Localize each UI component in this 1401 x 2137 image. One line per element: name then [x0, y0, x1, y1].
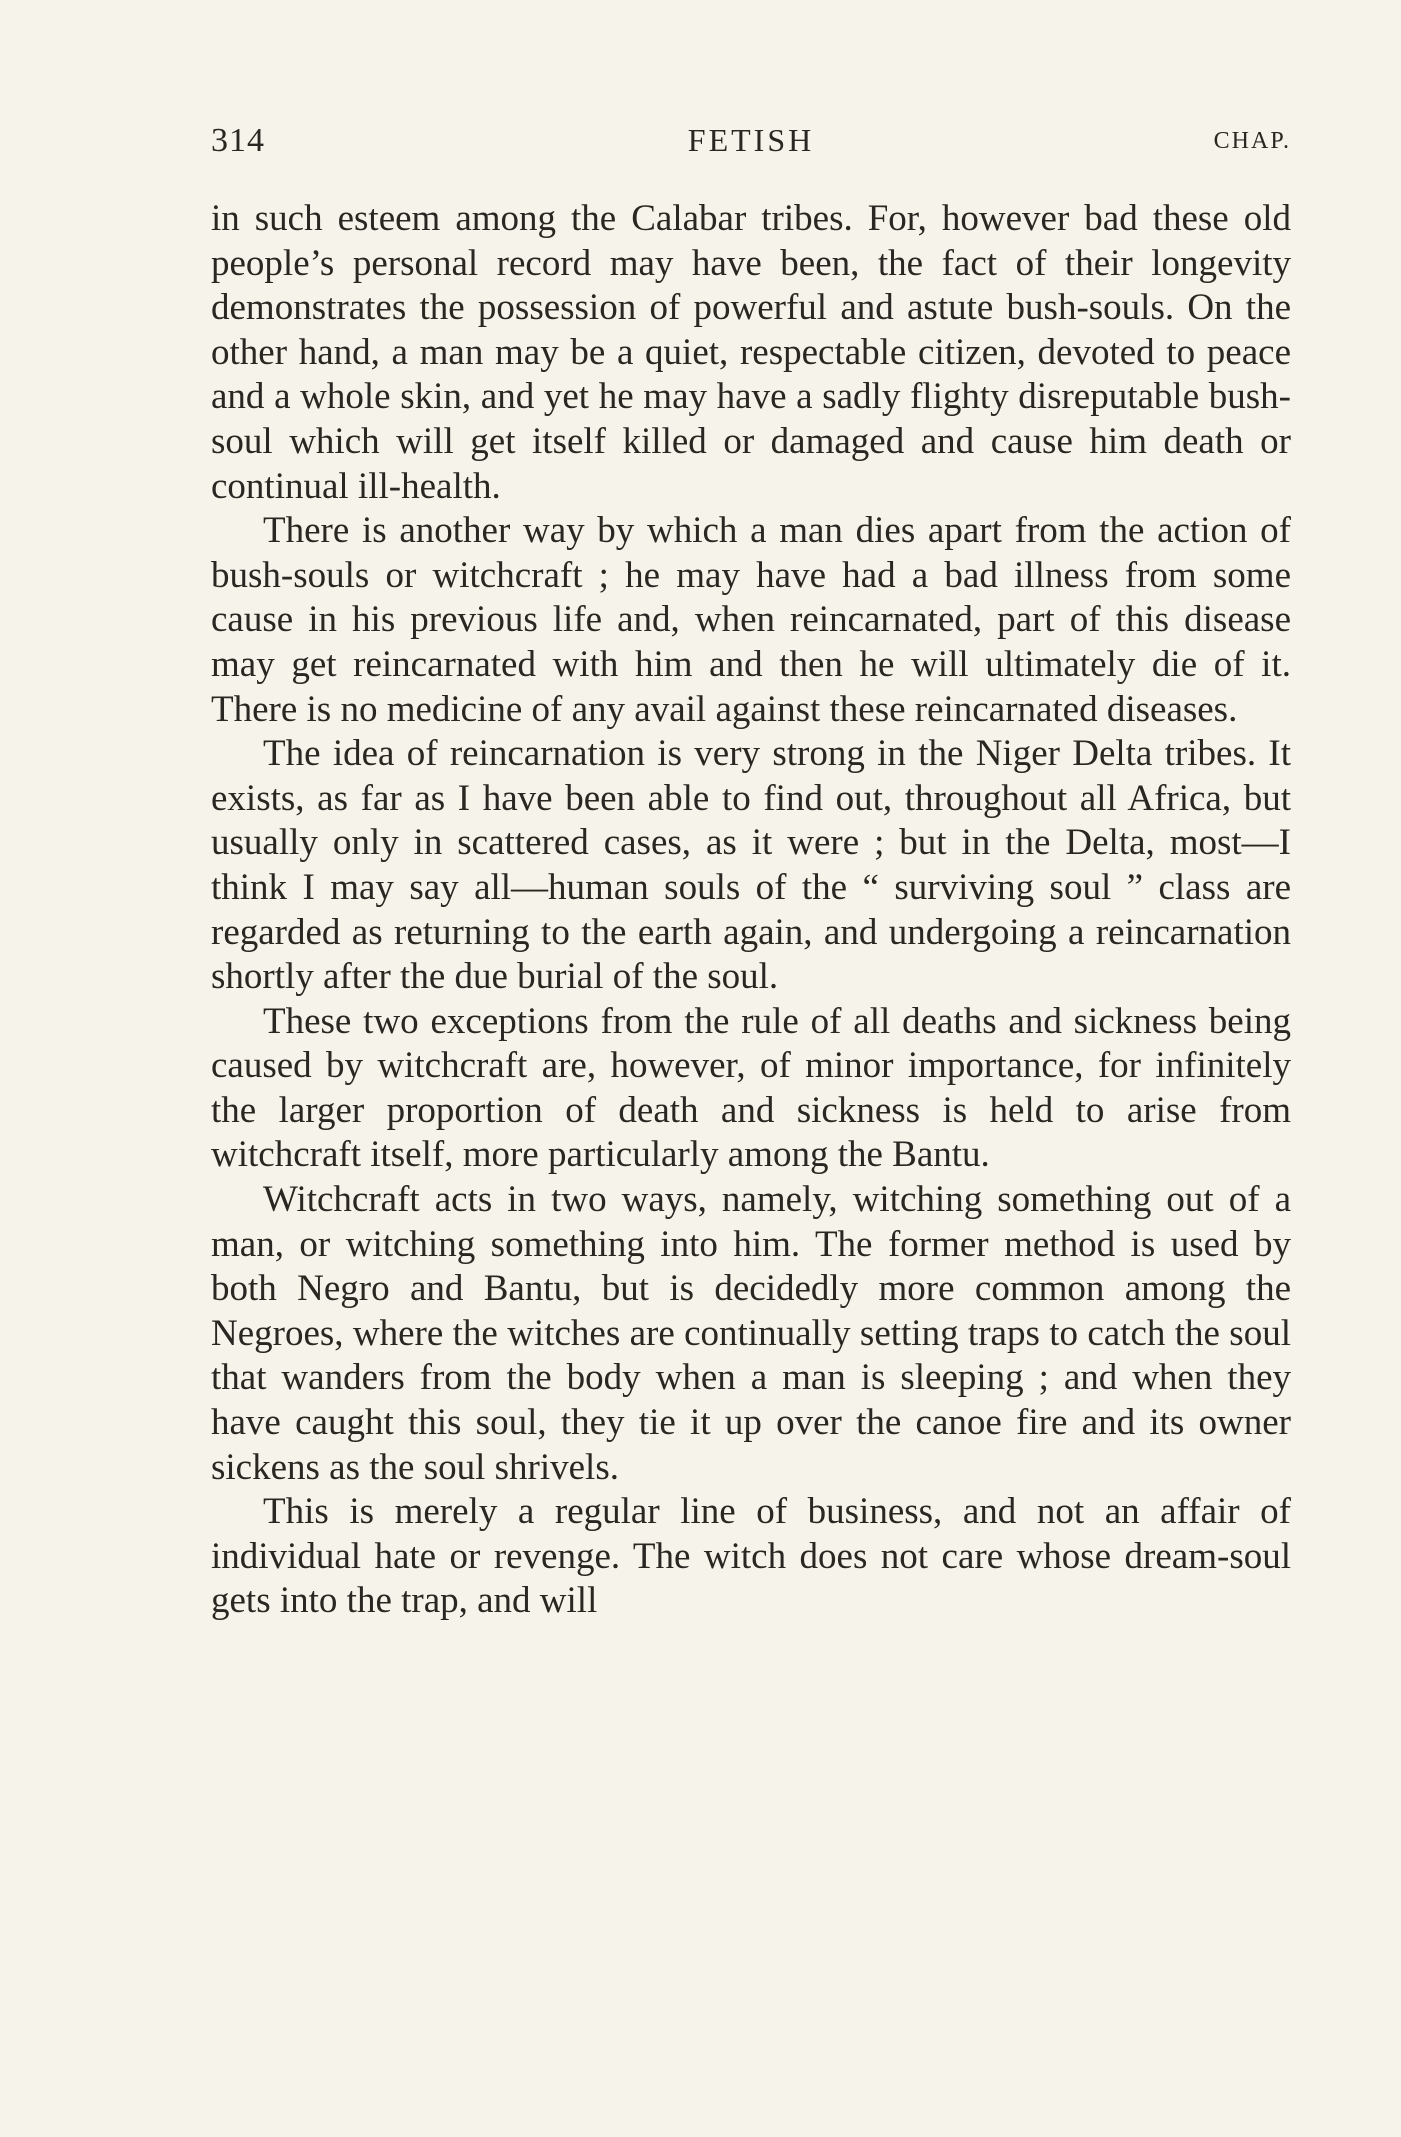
- paragraph-two-exceptions: These two exceptions from the rule of all deaths and sickness being caused by witchcraft are, however, of minor importance, for infinitely the larger proportion of death and sickness is held to arise from witchcraft itself, more particularly among the Bantu.: [211, 1000, 1291, 1176]
- paragraph-continuation: in such esteem among the Calabar tribes. For, however bad these old people’s personal record may have been, the fact of their longevity demonstrates the possession of powerful and astute bush-souls. On the other hand, a man may be a quiet, respectable citizen, devoted to peace and a whole skin, and yet he may have a sadly flighty disreputable bush-soul which will get itself killed or damaged and cause him death or continual ill-health.: [211, 198, 1291, 507]
- paragraph-witchcraft-ways: Witchcraft acts in two ways, namely, witching something out of a man, or witching something into him. The former method is used by both Negro and Bantu, but is decidedly more common among the Negroes, where the witches are continually setting traps to catch the soul that wanders from the body when a man is sleeping ; and when they have caught this soul, they tie it up over the canoe fire and its owner sickens as the soul shrivels.: [211, 1179, 1291, 1488]
- page-header: [211, 122, 1291, 172]
- page-number: 314: [211, 122, 265, 159]
- paragraph-reincarnation-idea: The idea of reincarnation is very strong in the Niger Delta tribes. It exists, as far as I have been able to find out, throughout all Africa, but usually only in scattered cases, as it were ; but in the Delta, most—I think I may say all—human souls of the “ surviving soul ” class are regarded as returning to the earth again, and undergoing a reincarnation shortly after the due burial of the soul.: [211, 733, 1291, 998]
- paragraph-line-of-business: This is merely a regular line of business, and not an affair of individual hate or revenge. The witch does not care whose dream-soul gets into the trap, and will: [211, 1491, 1291, 1622]
- body-text: [211, 197, 1291, 1624]
- paragraph-reincarnated-disease: There is another way by which a man dies apart from the action of bush-souls or witchcraft ; he may have had a bad illness from some cause in his previous life and, when reincarnated, part of this disease may get reincarnated with him and then he will ultimately die of it. There is no medicine of any avail against these reincarnated diseases.: [211, 510, 1291, 730]
- chapter-label: CHAP.: [1213, 128, 1291, 154]
- running-title: FETISH: [687, 122, 815, 158]
